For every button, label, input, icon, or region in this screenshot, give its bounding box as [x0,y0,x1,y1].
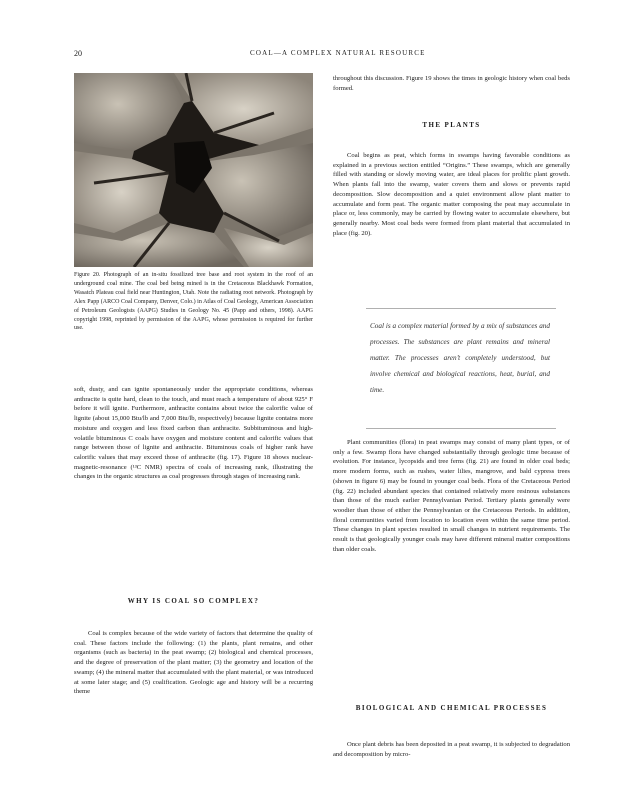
pull-quote-rule-top [366,308,556,309]
left-paragraph-block [74,629,313,697]
paragraph: soft, dusty, and can ignite spontaneously under the appropriate conditions, whereas anthracite is quite hard, clean to the touch, and must reach a temperature of about 925° F before it will ignite. Furthermore, anthracite contains about twice the calorific value of lignite (about 15,000 Btu/lb and 7,000 Btu/lb, respectively) because lignite contains more moisture and oxygen and less fixed carbon than anthracite. Subbituminous and high-volatile bituminous C coals have oxygen and moisture content and calorific values that range between those of lignite and anthracite. Bituminous coals of higher rank have calorific values that may exceed those of anthracite (fig. 17). Figure 18 shows nuclear-magnetic-resonance (¹³C NMR) spectra of coals of increasing rank, illustrating the changes in the organic structures as coal progresses through stages of increasing rank. [74,386,313,481]
communities-paragraph-block [333,438,570,554]
paragraph: Once plant debris has been deposited in a peat swamp, it is subjected to degradation and decomposition by micro- [333,741,570,758]
right-continuation-text [333,74,570,93]
section-heading-plants: THE PLANTS [422,121,481,129]
figure-caption: Figure 20. Photograph of an in-situ fossilized tree base and root system in the roof of an underground coal mine. The coal bed being mined is in the Cretaceous Blackhawk Formation, Wasatch Plateau coal field near Huntington, Utah. Note the radiating root network. Photograph by Alex Papp (ARCO Coal Company, Denver, Colo.) in Atlas of Coal Geology, American Association of Petroleum Geologists (AAPG) Studies in Geology No. 45 (Papp and others, 1998). AAPG copyright 1998, reprinted by permission of the AAPG, whose permission is required for further use. [74,272,313,332]
pull-quote: Coal is a complex material formed by a mix of substances and processes. The substances are plant remains and mineral matter. The processes aren’t completely understood, but involve chemical and biological reactions, heat, burial, and time. [370,322,550,394]
paragraph: throughout this discussion. Figure 19 shows the times in geologic history when coal beds formed. [333,75,570,92]
page-number: 20 [74,49,82,58]
paragraph: Coal begins as peat, which forms in swamps having favorable conditions as explained in a previous section entitled “Origins.” These swamps, which are generally filled with standing or slowly moving water, are ideal places for prolific plant growth. When plants fall into the swamp, water covers them and slows or prevents rapid decomposition. Slow decomposition and a quiet environment allow plant matter to accumulate and form peat. The organic matter composing the peat may accumulate in place or, less commonly, may be carried by flowing water to accumulate elsewhere, but generally nearby. Most coal beds were formed from plant material that accumulated in place (fig. 20). [333,152,570,237]
paragraph: Plant communities (flora) in peat swamps may consist of many plant types, or of only a few. Swamp flora have changed substantially through geologic time because of evolution. For instance, lycopsids and tree ferns (fig. 21) are found in older coal beds; more modern forms, such as rushes, water lilies, mangrove, and bald cypress trees (shown in figure 6) may be found in younger coal beds. Flora of the Cretaceous Period (fig. 22) included abundant species that contained relatively more resinous substances than those of the much earlier Pennsylvanian Period. Tertiary plants generally were woodier than those of either the Pennsylvanian or the Cretaceous Periods. In addition, floral communities varied from location to location even within the same time period. These changes in plant species resulted in small changes in nutrient requirements. The result is that geologically younger coals may have different mineral matter compositions than older coals. [333,439,570,553]
section-heading-why-complex: WHY IS COAL SO COMPLEX? [127,597,260,605]
left-continuation-text [74,385,313,482]
pull-quote-rule-bottom [366,428,556,429]
running-head: COAL—A COMPLEX NATURAL RESOURCE [250,49,426,57]
paragraph: Coal is complex because of the wide variety of factors that determine the quality of coal. These factors include the following: (1) the plants, plant remains, and other organisms (such as bacteria) in the peat swamp; (2) biological and chemical processes, and the degree of preservation of the plant matter; (3) the geometry and location of the swamp; (4) the mineral matter that accumulated with the plant material, or was introduced at some later stage; and (5) coalification. Geologic age and history will be a recurring theme [74,630,313,696]
section-heading-biological-chemical: BIOLOGICAL AND CHEMICAL PROCESSES [355,704,548,712]
bio-paragraph-block [333,740,570,759]
plants-paragraph-block [333,151,570,238]
figure-photo [74,73,313,267]
